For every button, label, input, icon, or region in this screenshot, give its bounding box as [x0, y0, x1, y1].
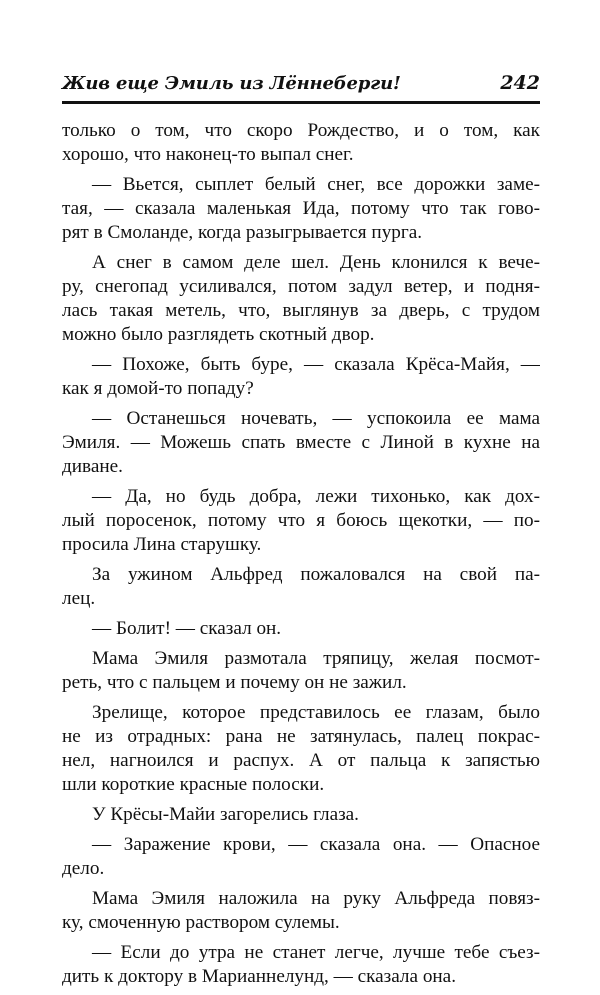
paragraph	[62, 941, 540, 989]
paragraph	[62, 251, 540, 347]
paragraph	[62, 701, 540, 797]
text-line: — Вьется, сыплет белый снег, все дорожки заме-	[92, 174, 540, 195]
page-number: 242	[500, 72, 540, 94]
text-line: У Крёсы-Майи загорелись глаза.	[92, 804, 359, 825]
paragraph	[62, 353, 540, 401]
text-line: только о том, что скоро Рождество, и о том, как	[62, 120, 540, 141]
page-header	[62, 72, 540, 98]
paragraph	[62, 173, 540, 245]
paragraph	[62, 119, 540, 167]
text-line: — Болит! — сказал он.	[92, 618, 282, 639]
text-line: лец.	[62, 588, 96, 609]
text-line: просила Лина старушку.	[62, 534, 262, 555]
text-line: Зрелище, которое представилось ее глазам, было	[92, 702, 540, 723]
paragraph	[62, 833, 540, 881]
header-rule	[62, 101, 540, 104]
text-line: А снег в самом деле шел. День клонился к вече-	[92, 252, 540, 273]
text-line: — Останешься ночевать, — успокоила ее мама	[92, 408, 540, 429]
paragraph	[62, 803, 540, 827]
text-line: — Похоже, быть буре, — сказала Крёса-Майя, —	[92, 354, 540, 375]
text-line: — Если до утра не станет легче, лучше тебе съез-	[92, 942, 540, 963]
text-line: тая, — сказала маленькая Ида, потому что так гово-	[62, 198, 540, 219]
paragraph	[62, 617, 540, 641]
text-line: дело.	[62, 858, 105, 879]
text-line: Эмиля. — Можешь спать вместе с Линой в кухне на	[62, 432, 540, 453]
text-line: как я домой-то попаду?	[62, 378, 254, 399]
text-line: нел, нагноился и распух. А от пальца к запястью	[62, 750, 540, 771]
text-line: Мама Эмиля наложила на руку Альфреда повяз-	[92, 888, 540, 909]
text-line: Мама Эмиля размотала тряпицу, желая посмот-	[92, 648, 540, 669]
text-line: ру, снегопад усиливался, потом задул ветер, и подня-	[62, 276, 540, 297]
running-title: Жив еще Эмиль из Лённеберги!	[62, 73, 401, 94]
text-line: хорошо, что наконец-то выпал снег.	[62, 144, 354, 165]
paragraph	[62, 485, 540, 557]
text-line: реть, что с пальцем и почему он не зажил.	[62, 672, 407, 693]
text-line: рят в Смоланде, когда разыгрывается пурга.	[62, 222, 423, 243]
text-line: можно было разглядеть скотный двор.	[62, 324, 375, 345]
paragraph	[62, 887, 540, 935]
text-line: лась такая метель, что, выглянув за дверь, с трудом	[62, 300, 540, 321]
text-line: дить к доктору в Марианнелунд, — сказала она.	[62, 966, 456, 987]
text-line: ку, смоченную раствором сулемы.	[62, 912, 340, 933]
text-line: — Да, но будь добра, лежи тихонько, как дох-	[92, 486, 540, 507]
text-line: диване.	[62, 456, 123, 477]
text-line: За ужином Альфред пожаловался на свой па-	[92, 564, 540, 585]
paragraph	[62, 647, 540, 695]
text-line: лый поросенок, потому что я боюсь щекотки, — по-	[62, 510, 540, 531]
body-text	[62, 119, 540, 995]
paragraph	[62, 563, 540, 611]
text-line: шли короткие красные полоски.	[62, 774, 325, 795]
text-line: — Заражение крови, — сказала она. — Опасное	[92, 834, 540, 855]
text-line: не из отрадных: рана не затянулась, палец покрас-	[62, 726, 540, 747]
paragraph	[62, 407, 540, 479]
